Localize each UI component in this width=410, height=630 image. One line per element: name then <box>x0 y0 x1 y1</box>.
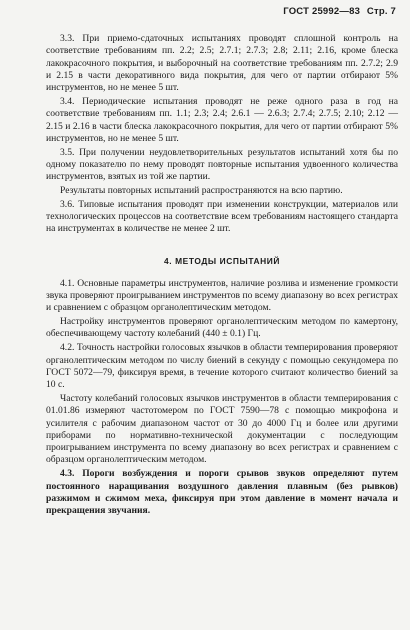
page-number: Стр. 7 <box>366 6 396 17</box>
clause-3-5: 3.5. При получении неудовлетворительных результатов испытаний хотя бы по одному показателю по нему проводят повторные испытания удвоенного количества инструментов, взятых из той же партии. <box>46 146 398 183</box>
document-body <box>46 33 398 519</box>
clause-3-4: 3.4. Периодические испытания проводят не реже одного раза в год на соответствие требованиям пп. 1.1; 2.3; 2.4; 2.6.1 — 2.6.3; 2.7.4; 2.7.5; 2.10; 2.12 — 2.15 и 2.16 в части блеска лакокрасочного покрытия, для чего от партии отбирают 5% инструментов, но не менее 5 шт. <box>46 95 398 144</box>
clause-3-5-results: Результаты повторных испытаний распространяются на всю партию. <box>60 185 343 197</box>
page-header <box>283 6 396 17</box>
clause-4-1-tuning: Настройку инструментов проверяют органолептическим методом по камертону, обеспечивающему частоту колебаний (440 ± 0.1) Гц. <box>46 316 398 340</box>
clause-4-2-frequency: Частоту колебаний голосовых язычков инструментов в области темперирования с 01.01.86 измеряют частотомером по ГОСТ 7590—78 с помощью микрофона и усилителя с рабочим диапазоном частот от 30 до 4000 Гц и более или другими приборами по нормативно-технической документации с последующим проигрыванием инструмента по всему диапазону во всех регистрах и сравнением с образцом органолептическим методом. <box>46 392 398 466</box>
standard-number: ГОСТ 25992—83 <box>283 6 361 17</box>
clause-4-3: 4.3. Пороги возбуждения и пороги срывов звуков определяют путем постоянного наращивания воздушного давления плавным (без рывков) разжимом и сжимом меха, фиксируя при этом давление в момент начала и прекращения звучания. <box>46 468 398 517</box>
section-title-test-methods: 4. МЕТОДЫ ИСПЫТАНИЙ <box>163 255 281 266</box>
clause-3-3: 3.3. При приемо-сдаточных испытаниях проводят сплошной контроль на соответствие требованиям пп. 2.2; 2.5; 2.7.1; 2.7.3; 2.8; 2.11; 2.16, кроме блеска лакокрасочного покрытия, и выборочный на соответствие требованиям пп. 2.7.2; 2.9 и 2.15 в части декоративного вида покрытия, для чего от партии отбирают 5% инструментов, но не менее 5 шт. <box>46 33 398 94</box>
clause-3-6: 3.6. Типовые испытания проводят при изменении конструкции, материалов или технологических процессов на соответствие всем требованиям настоящего стандарта на инструментах в количестве не менее 2 шт. <box>46 198 398 235</box>
clause-4-1: 4.1. Основные параметры инструментов, наличие розлива и изменение громкости звука проверяют проигрыванием инструментов по всему диапазону во всех регистрах и сравнением с образцом органолептическим методом. <box>46 277 398 314</box>
clause-4-2: 4.2. Точность настройки голосовых язычков в области темперирования проверяют органолептическим методом по числу биений в секунду с помощью секундомера по ГОСТ 5072—79, фиксируя время, в течение которого считают количество биений за 10 с. <box>46 342 398 391</box>
